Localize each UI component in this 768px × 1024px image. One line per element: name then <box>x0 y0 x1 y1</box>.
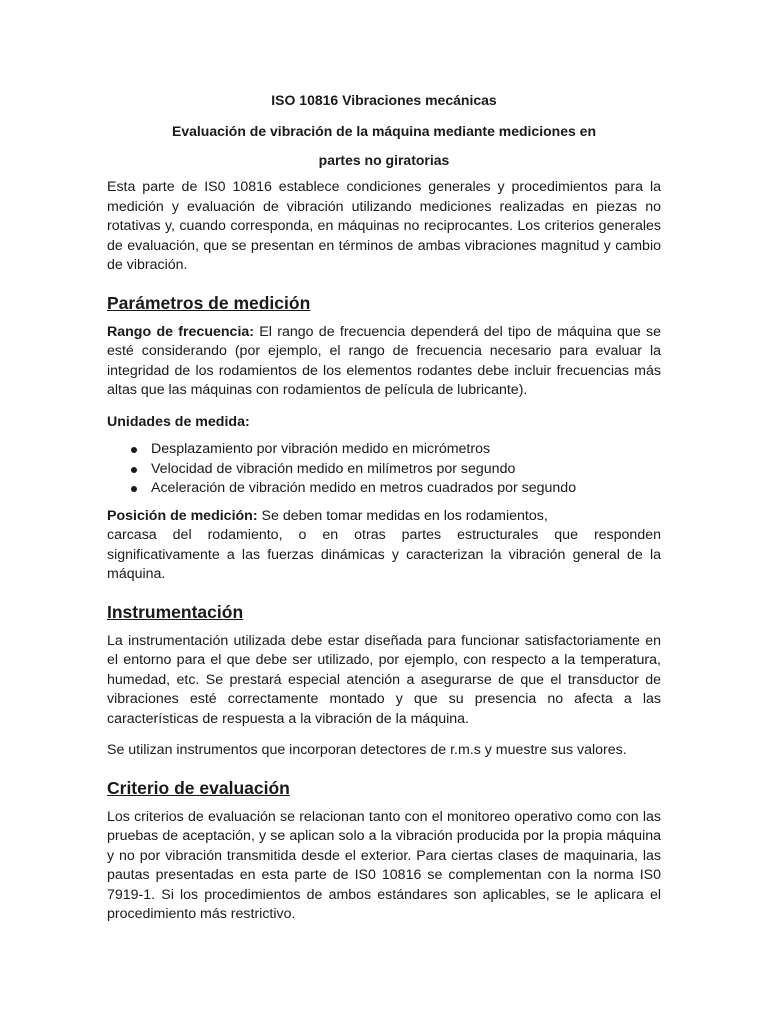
bullet-icon <box>131 467 137 473</box>
posicion-label: Posición de medición: <box>107 507 258 524</box>
posicion-text-rest: carcasa del rodamiento, o en otras partes estructurales que responden significativamente a las fuerzas dinámicas y caracterizan la vibración general de la máquina. <box>107 527 661 582</box>
doc-title: ISO 10816 Vibraciones mecánicas <box>271 92 497 108</box>
unidades-list <box>107 440 661 499</box>
rango-text: El rango de frecuencia dependerá del tipo de máquina que se esté considerando (por ejemplo, el rango de frecuencia necesario para evaluar la integridad de los rodamientos de los elementos rodantes debe incluir frecuencias más altas que las máquinas con rodamientos de película de lubricante). <box>107 323 661 398</box>
doc-subtitle-line2: partes no giratorias <box>318 152 450 168</box>
doc-subtitle-line1: Evaluación de vibración de la máquina mediante mediciones en <box>171 123 597 139</box>
instrumentacion-paragraph-2: Se utilizan instrumentos que incorporan detectores de r.m.s y muestre sus valores. <box>107 742 627 758</box>
bullet-icon <box>131 486 137 492</box>
posicion-paragraph <box>107 507 661 585</box>
criterio-paragraph: Los criterios de evaluación se relacionan tanto con el monitoreo operativo como con las pruebas de aceptación, y se aplican solo a la vibración producida por la propia máquina y no por vibración transmitida desde el exterior. Para ciertas clases de maquinaria, las pautas presentadas en esta parte de IS0 10816 se complementan con la norma IS0 7919-1. Si los procedimientos de ambos estándares son aplicables, se le aplicara el procedimiento más restrictivo. <box>107 808 661 922</box>
list-item-text: Velocidad de vibración medido en milímetros por segundo <box>151 460 516 477</box>
list-item <box>151 460 661 480</box>
section-heading-parametros: Parámetros de medición <box>107 292 311 313</box>
list-item <box>151 479 661 499</box>
rango-label: Rango de frecuencia: <box>107 323 254 340</box>
section-heading-instrumentacion: Instrumentación <box>107 601 244 622</box>
posicion-text-line1: Se deben tomar medidas en los rodamientos, <box>257 507 548 524</box>
bullet-icon <box>131 447 137 453</box>
instrumentacion-paragraph-1: La instrumentación utilizada debe estar diseñada para funcionar satisfactoriamente en el entorno para el que debe ser utilizado, por ejemplo, con respecto a la temperatura, humedad, etc. Se prestará especial atención a asegurarse de que el transductor de vibraciones esté correctamente montado y que su presencia no afecta a las características de respuesta a la vibración de la máquina. <box>107 632 661 727</box>
list-item-text: Aceleración de vibración medido en metros cuadrados por segundo <box>151 480 577 496</box>
section-heading-criterio: Criterio de evaluación <box>107 777 290 798</box>
unidades-label: Unidades de medida: <box>107 413 250 430</box>
intro-paragraph: Esta parte de IS0 10816 establece condiciones generales y procedimientos para la medición y evaluación de vibración utilizando mediciones realizadas en piezas no rotativas y, cuando corresponda, en máquinas no reciprocantes. Los criterios generales de evaluación, que se presentan en términos de ambas vibraciones magnitud y cambio de vibración. <box>107 179 661 273</box>
list-item-text: Desplazamiento por vibración medido en micrómetros <box>151 441 491 457</box>
rango-paragraph <box>107 323 661 401</box>
list-item <box>151 440 661 460</box>
